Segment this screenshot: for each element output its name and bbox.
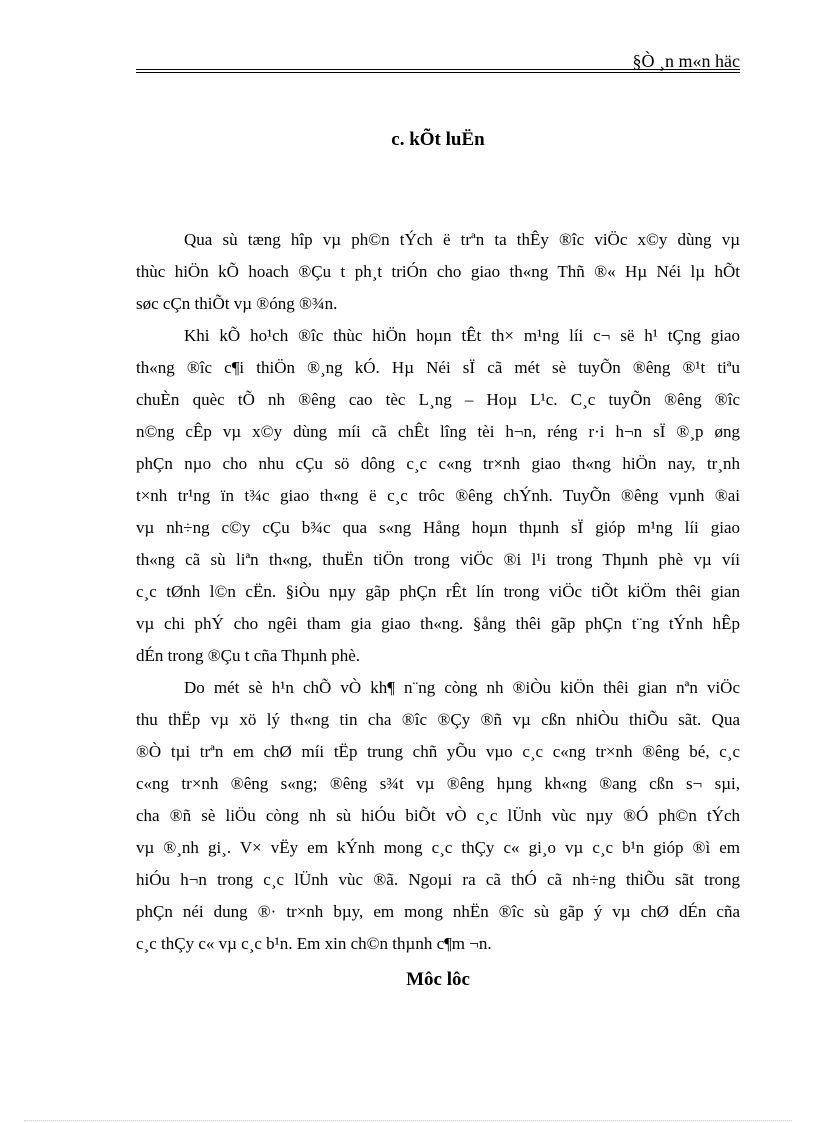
paragraph-2 — [136, 320, 740, 672]
text-line: chuÈn quèc tÕ nh ®êng cao tèc L¸ng – Hoµ L¹c. C¸c tuyÕn ®êng ®îc — [136, 390, 740, 409]
header-title: §Ò ¸n m«n häc — [632, 51, 740, 71]
text-line: søc cÇn thiÕt vµ ®óng ®¾n. — [136, 294, 338, 313]
paragraph-3 — [136, 672, 740, 960]
body-text — [136, 224, 740, 960]
text-line: t×nh tr¹ng ïn t¾c giao th«ng ë c¸c trôc ®êng chÝnh. TuyÕn ®êng vµnh ®ai — [136, 486, 740, 505]
text-line: hiÓu h¬n trong c¸c lÜnh vùc ®ã. Ngoµi ra cã thÓ cã nh÷ng thiÕu sãt trong — [136, 870, 740, 889]
text-line: ®Ò tµi trªn em chØ míi tËp trung chñ yÕu vµo c¸c c«ng tr×nh ®êng bé, c¸c — [136, 742, 740, 761]
text-line: vµ ®¸nh gi¸. V× vËy em kÝnh mong c¸c thÇy c« gi¸o vµ c¸c b¹n gióp ®ì em — [136, 838, 740, 857]
paragraph-1 — [136, 224, 740, 320]
text-line: thu thËp vµ xö lý th«ng tin cha ®îc ®Çy ®ñ vµ cßn nhiÒu thiÕu sãt. Qua — [136, 710, 740, 729]
text-line: dÉn trong ®Çu t cña Thµnh phè. — [136, 646, 361, 665]
text-line: c¸c tØnh l©n cËn. §iÒu nµy gãp phÇn rÊt lín trong viÖc tiÕt kiÖm thêi gian — [136, 582, 740, 601]
header-rule-top — [136, 69, 740, 70]
text-line: n©ng cÊp vµ x©y dùng míi cã chÊt lîng tèi h¬n, réng r·i h¬n sÏ ®¸p øng — [136, 422, 740, 441]
text-line: th«ng cã sù liªn th«ng, thuËn tiÖn trong viÖc ®i l¹i trong Thµnh phè vµ víi — [136, 550, 740, 569]
text-line: Qua sù tæng hîp vµ ph©n tÝch ë trªn ta thÊy ®îc viÖc x©y dùng vµ — [184, 230, 740, 249]
text-line: c¸c thÇy c« vµ c¸c b¹n. Em xin ch©n thµnh c¶m ¬n. — [136, 934, 492, 953]
section-subtitle: Môc lôc — [406, 969, 470, 990]
text-line: c«ng tr×nh ®êng s«ng; ®êng s¾t vµ ®êng hµng kh«ng ®ang cßn s¬ sµi, — [136, 774, 740, 793]
text-line: phÇn néi dung ®· tr×nh bµy, em mong nhËn ®îc sù gãp ý vµ chØ dÉn cña — [136, 902, 740, 921]
text-line: th«ng ®îc c¶i thiÖn ®¸ng kÓ. Hµ Néi sÏ cã mét sè tuyÕn ®êng ®¹t tiªu — [136, 358, 740, 377]
text-line: thùc hiÖn kÕ hoach ®Çu t ph¸t triÓn cho giao th«ng Thñ ®« Hµ Néi lµ hÕt — [136, 262, 740, 281]
text-line: vµ nh÷ng c©y cÇu b¾c qua s«ng Hång hoµn thµnh sÏ gióp m¹ng líi giao — [136, 518, 740, 537]
text-line: phÇn nµo cho nhu cÇu sö dông c¸c c«ng tr×nh giao th«ng hiÖn nay, tr¸nh — [136, 454, 740, 473]
header-rule-bottom — [136, 72, 740, 73]
page-bottom-rule — [24, 1120, 792, 1121]
text-line: Khi kÕ ho¹ch ®îc thùc hiÖn hoµn tÊt th× m¹ng líi c¬ së h¹ tÇng giao — [184, 326, 740, 345]
section-title: c. kÕt luËn — [391, 129, 485, 150]
text-line: vµ chi phÝ cho ngêi tham gia giao th«ng. §ång thêi gãp phÇn t¨ng tÝnh hÊp — [136, 614, 740, 633]
text-line: cha ®ñ sè liÖu còng nh sù hiÓu biÕt vÒ c¸c lÜnh vùc nµy ®Ó ph©n tÝch — [136, 806, 740, 825]
text-line: Do mét sè h¹n chÕ vÒ kh¶ n¨ng còng nh ®iÒu kiÖn thêi gian nªn viÖc — [184, 678, 740, 697]
